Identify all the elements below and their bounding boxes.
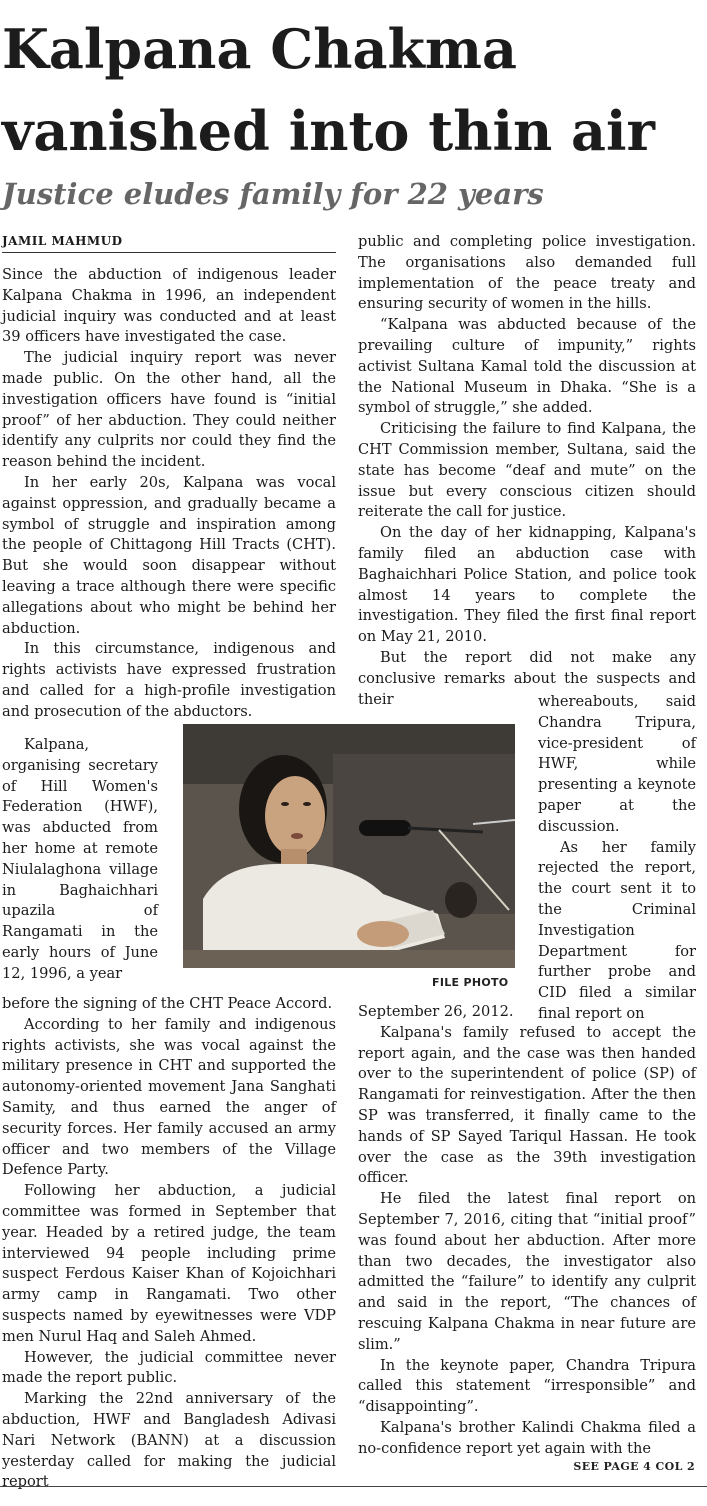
- byline: JAMIL MAHMUD: [2, 234, 336, 253]
- paragraph: As her family rejected the report, the court sent it to the Criminal Investigation Department for further probe and CID filed a similar final report on: [538, 838, 696, 1022]
- paragraph: “Kalpana was abducted because of the prevailing culture of impunity,” rights activist Sultana Kamal told the discussion at the National Museum in Dhaka. “She is a symbol of struggle,” she added.: [358, 316, 696, 417]
- paragraph: He filed the latest final report on September 7, 2016, citing that “initial proof” was found about her abduction. After more than two decades, the investigator also admitted the “failure” to identify any culprit and said in the report, “The chances of rescuing Kalpana Chakma in near future are slim.”: [358, 1190, 696, 1353]
- paragraph: Kalpana's family refused to accept the report again, and the case was then handed over to the superintendent of police (SP) of Rangamati for reinvestigation. After the then SP was transferred, it finally came to the hands of SP Sayed Tariqul Hassan. He took over the case as the 39th investigation officer.: [358, 1023, 696, 1187]
- photo-illustration: [183, 724, 515, 968]
- column-1-wrap: [2, 735, 158, 985]
- column-1: [2, 265, 336, 723]
- bottom-divider: [0, 1486, 707, 1487]
- paragraph: Following her abduction, a judicial committee was formed in September that year. Headed by a retired judge, the team interviewed 94 people including prime suspect Ferdous Kaiser Khan of Kojoichhari army camp in Rangamati. Two other suspects named by eyewitnesses were VDP men Nurul Haq and Saleh Ahmed.: [2, 1182, 336, 1345]
- paragraph: before the signing of the CHT Peace Accord.: [2, 995, 333, 1012]
- paragraph: In her early 20s, Kalpana was vocal against oppression, and gradually became a symbol of struggle and inspiration among the people of Chittagong Hill Tracts (CHT). But she would soon disappear without leaving a trace although there were specific allegations about who might be behind her abduction.: [2, 473, 336, 637]
- paragraph: public and completing police investigation. The organisations also demanded full implementation of the peace treaty and ensuring security of women in the hills.: [358, 233, 696, 313]
- paragraph: On the day of her kidnapping, Kalpana's family filed an abduction case with Baghaichhari Police Station, and police took almost 14 years to complete the investigation. They filed the first final report on May 21, 2010.: [358, 524, 696, 646]
- subhead: Justice eludes family for 22 years: [2, 177, 544, 211]
- paragraph: Kalpana's brother Kalindi Chakma filed a no-confidence report yet again with the: [358, 1418, 696, 1457]
- column-1-continued: [2, 994, 336, 1493]
- column-2-continued: [358, 1002, 696, 1460]
- paragraph: However, the judicial committee never made the report public.: [2, 1348, 336, 1387]
- headline: Kalpana Chakma vanished into thin air: [2, 17, 655, 163]
- paragraph: Marking the 22nd anniversary of the abduction, HWF and Bangladesh Adivasi Nari Network (BANN) at a discussion yesterday called for making the judicial report: [2, 1390, 336, 1491]
- photo-credit: FILE PHOTO: [432, 976, 509, 989]
- continuation-note: SEE PAGE 4 COL 2: [573, 1460, 695, 1473]
- article-photo: [183, 724, 515, 968]
- paragraph: The judicial inquiry report was never made public. On the other hand, all the investigation officers have found is “initial proof” of her abduction. They could neither identify any culprits nor could they find the reason behind the incident.: [2, 349, 336, 471]
- paragraph: In the keynote paper, Chandra Tripura called this statement “irresponsible” and “disappointing”.: [358, 1356, 696, 1416]
- paragraph: But the report did not make any conclusive remarks about the suspects and their: [358, 648, 696, 708]
- paragraph: Kalpana, organising secretary of Hill Women's Federation (HWF), was abducted from her home at remote Niulalaghona village in Baghaichhari upazila of Rangamati in the early hours of June 12, 1996, a year: [2, 736, 158, 982]
- column-2-wrap: [538, 692, 696, 1025]
- paragraph: According to her family and indigenous rights activists, she was vocal against the military presence in CHT and supported the autonomy-oriented movement Jana Sanghati Samity, and thus earned the anger of security forces. Her family accused an army officer and two members of the Village Defence Party.: [2, 1015, 336, 1179]
- paragraph: In this circumstance, indigenous and rights activists have expressed frustration and called for a high-profile investigation and prosecution of the abductors.: [2, 640, 336, 720]
- paragraph: whereabouts, said Chandra Tripura, vice-president of HWF, while presenting a keynote paper at the discussion.: [538, 693, 696, 835]
- paragraph: September 26, 2012.: [358, 1003, 514, 1020]
- column-2: [358, 232, 696, 710]
- paragraph: Criticising the failure to find Kalpana, the CHT Commission member, Sultana, said the state has become “deaf and mute” on the issue but every conscious citizen should reiterate the call for justice.: [358, 420, 696, 521]
- paragraph: Since the abduction of indigenous leader Kalpana Chakma in 1996, an independent judicial inquiry was conducted and at least 39 officers have investigated the case.: [2, 266, 336, 346]
